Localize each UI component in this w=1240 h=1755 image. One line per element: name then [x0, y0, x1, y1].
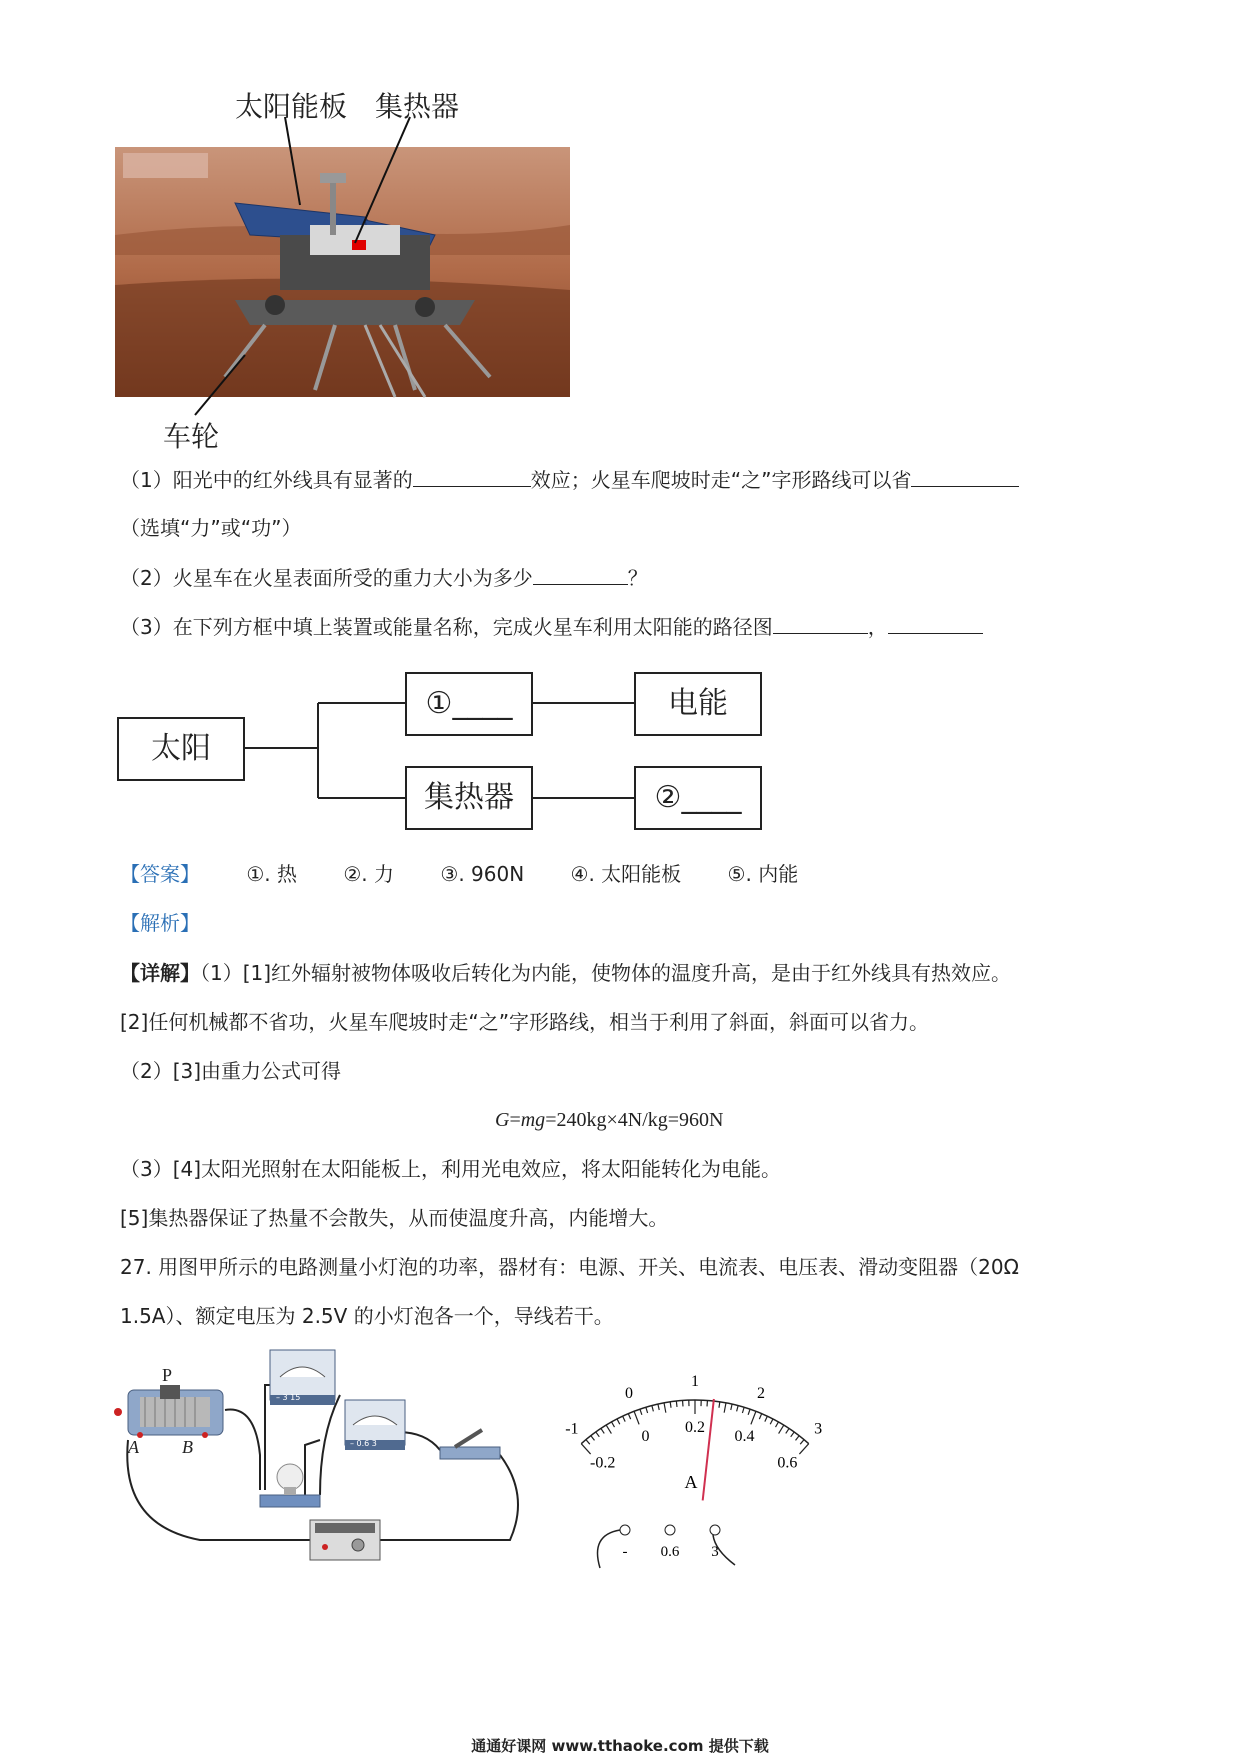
q27-line-2: 1.5A）、额定电压为 2.5V 的小灯泡各一个，导线若干。: [120, 1303, 614, 1329]
dial-tick: [658, 1404, 659, 1410]
q2-blank[interactable]: [533, 564, 628, 585]
q1-prefix: （1）阳光中的红外线具有显著的: [120, 468, 413, 492]
analysis-text-1: （1）[1]红外辐射被物体吸收后转化为内能，使物体的温度升高，是由于红外线具有热效应。: [200, 961, 1011, 985]
dial-tick: [724, 1403, 726, 1413]
formula-g: G: [495, 1109, 509, 1131]
analysis-label: 【解析】: [120, 910, 200, 936]
dial-outer-label: 3: [814, 1420, 822, 1437]
page-footer: 通通好课网 www.tthaoke.com 提供下载: [0, 1738, 1240, 1754]
q3-line: [120, 613, 983, 640]
dial-tick: [796, 1436, 800, 1441]
dial-tick: [617, 1419, 620, 1424]
mars-rover-photo: [115, 85, 585, 455]
q1-mid: 效应；火星车爬坡时走“之”字形路线可以省: [531, 468, 912, 492]
dial-inner-label: 0.6: [777, 1454, 797, 1471]
dial-terminal: [620, 1525, 630, 1535]
box-electric-energy: 电能: [634, 672, 762, 736]
label-solar-panel: 太阳能板: [235, 85, 347, 125]
dial-tick: [791, 1432, 795, 1437]
dial-inner-label: -0.2: [590, 1454, 615, 1471]
q1-blank-1[interactable]: [413, 466, 531, 487]
analysis-line-5: [5]集热器保证了热量不会散失，从而使温度升高，内能增大。: [120, 1205, 668, 1231]
dial-tick: [634, 1411, 639, 1424]
mars-rover-figure: [115, 85, 585, 455]
dial-tick: [628, 1414, 630, 1420]
dial-terminal: [665, 1525, 675, 1535]
detail-label: 【详解】: [120, 961, 200, 985]
energy-path-diagram: [0, 660, 800, 835]
analysis-line-2: [2]任何机械都不省功，火星车爬坡时走“之”字形路线，相当于利用了斜面，斜面可以省力。: [120, 1009, 929, 1035]
box-sun: 太阳: [117, 717, 245, 781]
formula-eq: =: [509, 1109, 520, 1131]
dial-tick: [800, 1440, 804, 1445]
answer-item: ①. 热: [246, 862, 297, 886]
circuit-figure: [110, 1345, 530, 1575]
q3-blank-2[interactable]: [888, 613, 983, 634]
q2-suffix: ？: [628, 566, 648, 590]
ammeter-terminals: – 0.6 3: [350, 1439, 377, 1448]
q3-blank-1[interactable]: [773, 613, 868, 634]
label-collector: 集热器: [375, 85, 459, 125]
dial-tick: [765, 1416, 768, 1421]
dial-tick: [640, 1409, 642, 1415]
dial-tick: [646, 1407, 648, 1413]
dial-tick: [586, 1440, 590, 1445]
dial-tick: [606, 1425, 611, 1434]
dial-tick: [652, 1406, 654, 1412]
box-2-blank[interactable]: ②____: [634, 766, 762, 830]
dial-tick: [779, 1425, 784, 1434]
box-collector: 集热器: [405, 766, 533, 830]
analysis-line-1: [120, 960, 1011, 986]
dial-outer-label: 0: [625, 1385, 633, 1402]
answer-item: ⑤. 内能: [728, 862, 799, 886]
dial-pointer: [703, 1399, 714, 1500]
ammeter-dial: [545, 1370, 845, 1570]
dial-tick: [612, 1422, 615, 1427]
dial-tick: [759, 1414, 761, 1420]
dial-tick: [799, 1444, 808, 1454]
dial-tick: [591, 1436, 595, 1441]
answer-label: 【答案】: [120, 862, 200, 886]
dial-terminal-label: -: [623, 1544, 628, 1560]
dial-unit-label: A: [685, 1472, 698, 1492]
gravity-formula: [495, 1107, 723, 1133]
dial-inner-label: 0.4: [734, 1428, 754, 1445]
dial-outer-label: -1: [565, 1420, 578, 1437]
dial-tick: [748, 1409, 750, 1415]
dial-tick: [742, 1407, 744, 1413]
answer-item: ③. 960N: [440, 862, 524, 886]
dial-inner-label: 0: [642, 1428, 650, 1445]
dial-tick: [623, 1416, 626, 1421]
dial-terminal: [710, 1525, 720, 1535]
dial-tick: [731, 1404, 732, 1410]
dial-tick: [596, 1432, 600, 1437]
dial-outer-label: 1: [691, 1373, 699, 1390]
dial-tick: [664, 1403, 666, 1413]
label-wheel: 车轮: [163, 415, 219, 455]
dial-tick: [601, 1428, 604, 1433]
dial-tick: [770, 1419, 773, 1424]
dial-tick: [670, 1402, 671, 1408]
dial-tick: [776, 1422, 779, 1427]
voltmeter-terminals: – 3 15: [276, 1393, 300, 1402]
q27-line-1: 27. 用图甲所示的电路测量小灯泡的功率，器材有：电源、开关、电流表、电压表、滑动变阻器（20Ω: [120, 1254, 1019, 1280]
dial-terminal-label: 0.6: [661, 1544, 680, 1560]
q1-line-a: [120, 466, 1019, 493]
q1-line-b: （选填“力”或“功”）: [120, 515, 301, 541]
dial-tick: [676, 1401, 677, 1407]
formula-rest: =240kg×4N/kg=960N: [545, 1109, 723, 1131]
answer-item: ④. 太阳能板: [571, 862, 682, 886]
dial-tick: [751, 1411, 756, 1424]
dial-tick: [581, 1444, 590, 1454]
answer-line: [120, 861, 798, 887]
dial-tick: [737, 1406, 739, 1412]
analysis-line-4: （3）[4]太阳光照射在太阳能板上，利用光电效应，将太阳能转化为电能。: [120, 1156, 781, 1182]
rheostat-label-b: B: [182, 1437, 193, 1458]
circuit-diagram: [110, 1345, 530, 1575]
analysis-line-3: （2）[3]由重力公式可得: [120, 1058, 341, 1084]
dial-terminal-label: 3: [711, 1544, 719, 1560]
ammeter-scale: [545, 1370, 845, 1570]
dial-outer-label: 2: [757, 1385, 765, 1402]
dial-tick: [786, 1428, 789, 1433]
dial-tick: [719, 1402, 720, 1408]
q3-separator: ，: [868, 615, 888, 639]
answer-item: ②. 力: [343, 862, 394, 886]
dial-wire: [598, 1530, 621, 1568]
q1-blank-2[interactable]: [911, 466, 1019, 487]
dial-inner-label: 0.2: [685, 1419, 705, 1436]
q3-prefix: （3）在下列方框中填上装置或能量名称，完成火星车利用太阳能的路径图: [120, 615, 773, 639]
q2-prefix: （2）火星车在火星表面所受的重力大小为多少: [120, 566, 533, 590]
rheostat-label-p: P: [162, 1365, 172, 1386]
rheostat-label-a: A: [128, 1437, 139, 1458]
q2-line: [120, 564, 648, 591]
box-1-blank[interactable]: ①____: [405, 672, 533, 736]
formula-mg: mg: [521, 1109, 545, 1131]
